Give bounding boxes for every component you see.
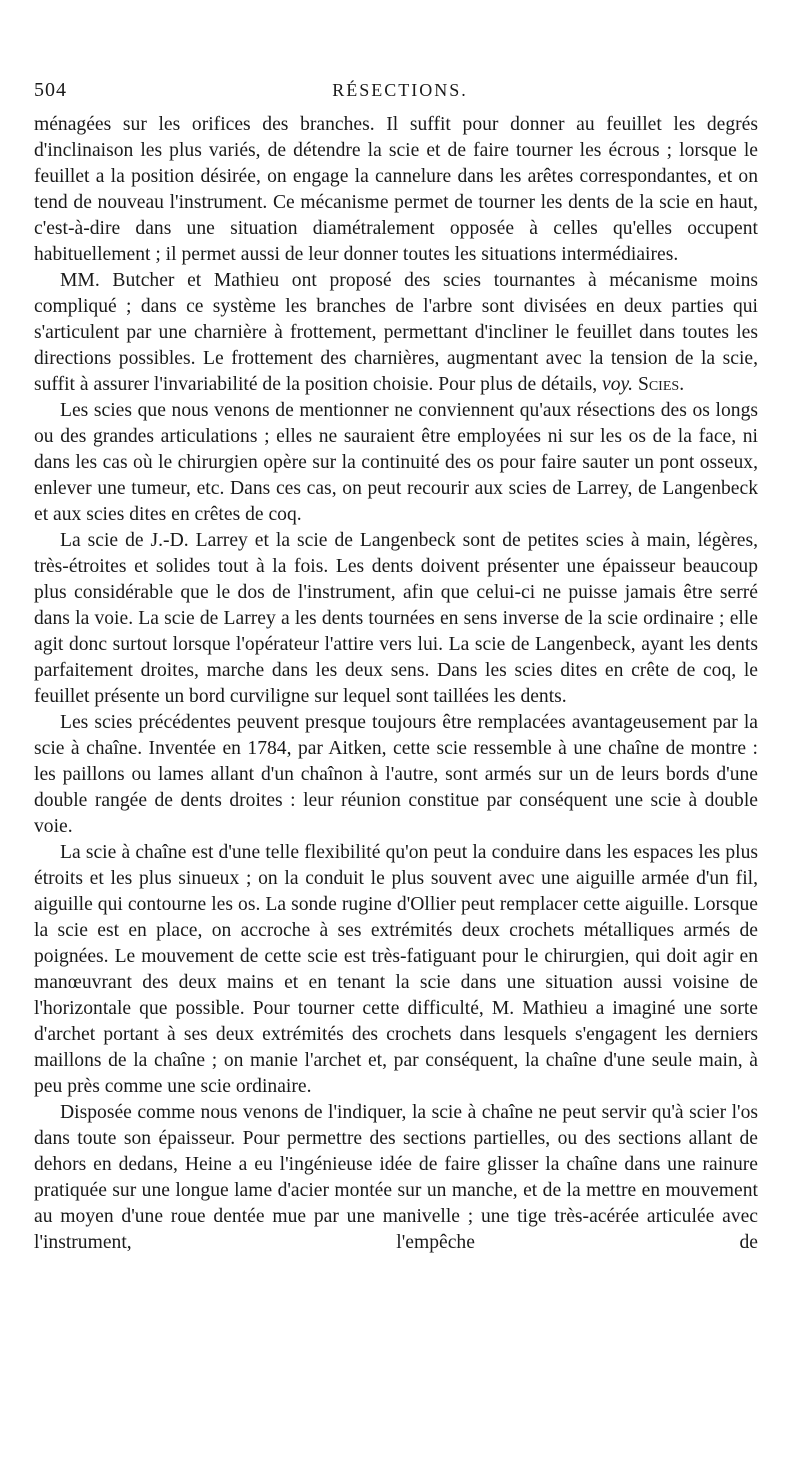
paragraph-2-end: . [679, 374, 685, 395]
page-header [34, 78, 766, 102]
paragraph-2 [34, 268, 758, 398]
paragraph-2-text: MM. Butcher et Mathieu ont proposé des scies tournantes à mécanisme moins compliqué ; dans ce système les branches de l'arbre sont divisées en deux parties qui s'articulent par une charnière à frottement, permettant d'incliner le feuillet dans toutes les directions possibles. Le frottement des charnières, augmentant avec la tension de la scie, suffit à assurer l'invariabilité de la position choisie. Pour plus de détails, [34, 270, 758, 395]
page-number: 504 [34, 79, 67, 101]
paragraph-4: La scie de J.-D. Larrey et la scie de Langenbeck sont de petites scies à main, légères, très-étroites et solides tout à la fois. Les dents doivent présenter une épaisseur beaucoup plus considérable que le dos de l'instrument, afin que celui-ci ne puisse jamais être serré dans la voie. La scie de Larrey a les dents tournées en sens inverse de la scie ordinaire ; elle agit donc surtout lorsque l'opérateur l'attire vers lui. La scie de Langenbeck, ayant les dents parfaitement droites, marche dans les deux sens. Dans les scies dites en crête de coq, le feuillet présente un bord curviligne sur lequel sont taillées les dents. [34, 530, 758, 707]
paragraph-5: Les scies précédentes peuvent presque toujours être remplacées avantageusement par la scie à chaîne. Inventée en 1784, par Aitken, cette scie ressemble à une chaîne de montre : les paillons ou lames allant d'un chaînon à l'autre, sont armés sur un de leurs bords d'une double rangée de dents droites : leur réunion constitue par conséquent une scie à double voie. [34, 712, 758, 837]
paragraph-6: La scie à chaîne est d'une telle flexibilité qu'on peut la conduire dans les espaces les plus étroits et les plus sinueux ; on la conduit le plus souvent avec une aiguille armée d'un fil, aiguille qui contourne les os. La sonde rugine d'Ollier peut remplacer cette aiguille. Lorsque la scie est en place, on accroche à ses extrémités deux crochets métalliques armés de poignées. Le mouvement de cette scie est très-fatiguant pour le chirurgien, qui doit agir en manœuvrant des deux mains et en tenant la scie dans une situation aussi voisine de l'horizontale que possible. Pour tourner cette difficulté, M. Mathieu a imaginé une sorte d'archet portant à ses deux extrémités des crochets dans lesquels s'engagent les derniers maillons de la chaîne ; on manie l'archet et, par conséquent, la chaîne d'une seule main, à peu près comme une scie ordinaire. [34, 842, 758, 1097]
text-body [34, 112, 758, 1256]
paragraph-1: ménagées sur les orifices des branches. Il suffit pour donner au feuillet les degrés d'inclinaison les plus variés, de détendre la scie et de faire tourner les écrous ; lorsque le feuillet a la position désirée, on engage la cannelure dans les arêtes correspondantes, et on tend de nouveau l'instrument. Ce mécanisme permet de tourner les dents de la scie en haut, c'est-à-dire dans une situation diamétralement opposée à celles qu'elles occupent habituellement ; il permet aussi de leur donner toutes les situations intermédiaires. [34, 114, 758, 265]
paragraph-2-voy: voy. [602, 374, 634, 395]
paragraph-7: Disposée comme nous venons de l'indiquer, la scie à chaîne ne peut servir qu'à scier l'os dans toute son épaisseur. Pour permettre des sections partielles, ou des sections allant de dehors en dedans, Heine a eu l'ingénieuse idée de faire glisser la chaîne dans une rainure pratiquée sur une longue lame d'acier montée sur un manche, et de la mettre en mouvement au moyen d'une roue dentée mue par une manivelle ; une tige très-acérée articulée avec l'instrument, l'empêche de [34, 1102, 758, 1253]
running-title: RÉSECTIONS. [332, 80, 468, 100]
paragraph-2-scies: Scies [637, 374, 680, 395]
paragraph-3: Les scies que nous venons de mentionner ne conviennent qu'aux résections des os longs ou des grandes articulations ; elles ne sauraient être employées ni sur les os de la face, ni dans les cas où le chirurgien opère sur la continuité des os pour faire sauter un pont osseux, enlever une tumeur, etc. Dans ces cas, on peut recourir aux scies de Larrey, de Langenbeck et aux scies dites en crêtes de coq. [34, 400, 758, 525]
